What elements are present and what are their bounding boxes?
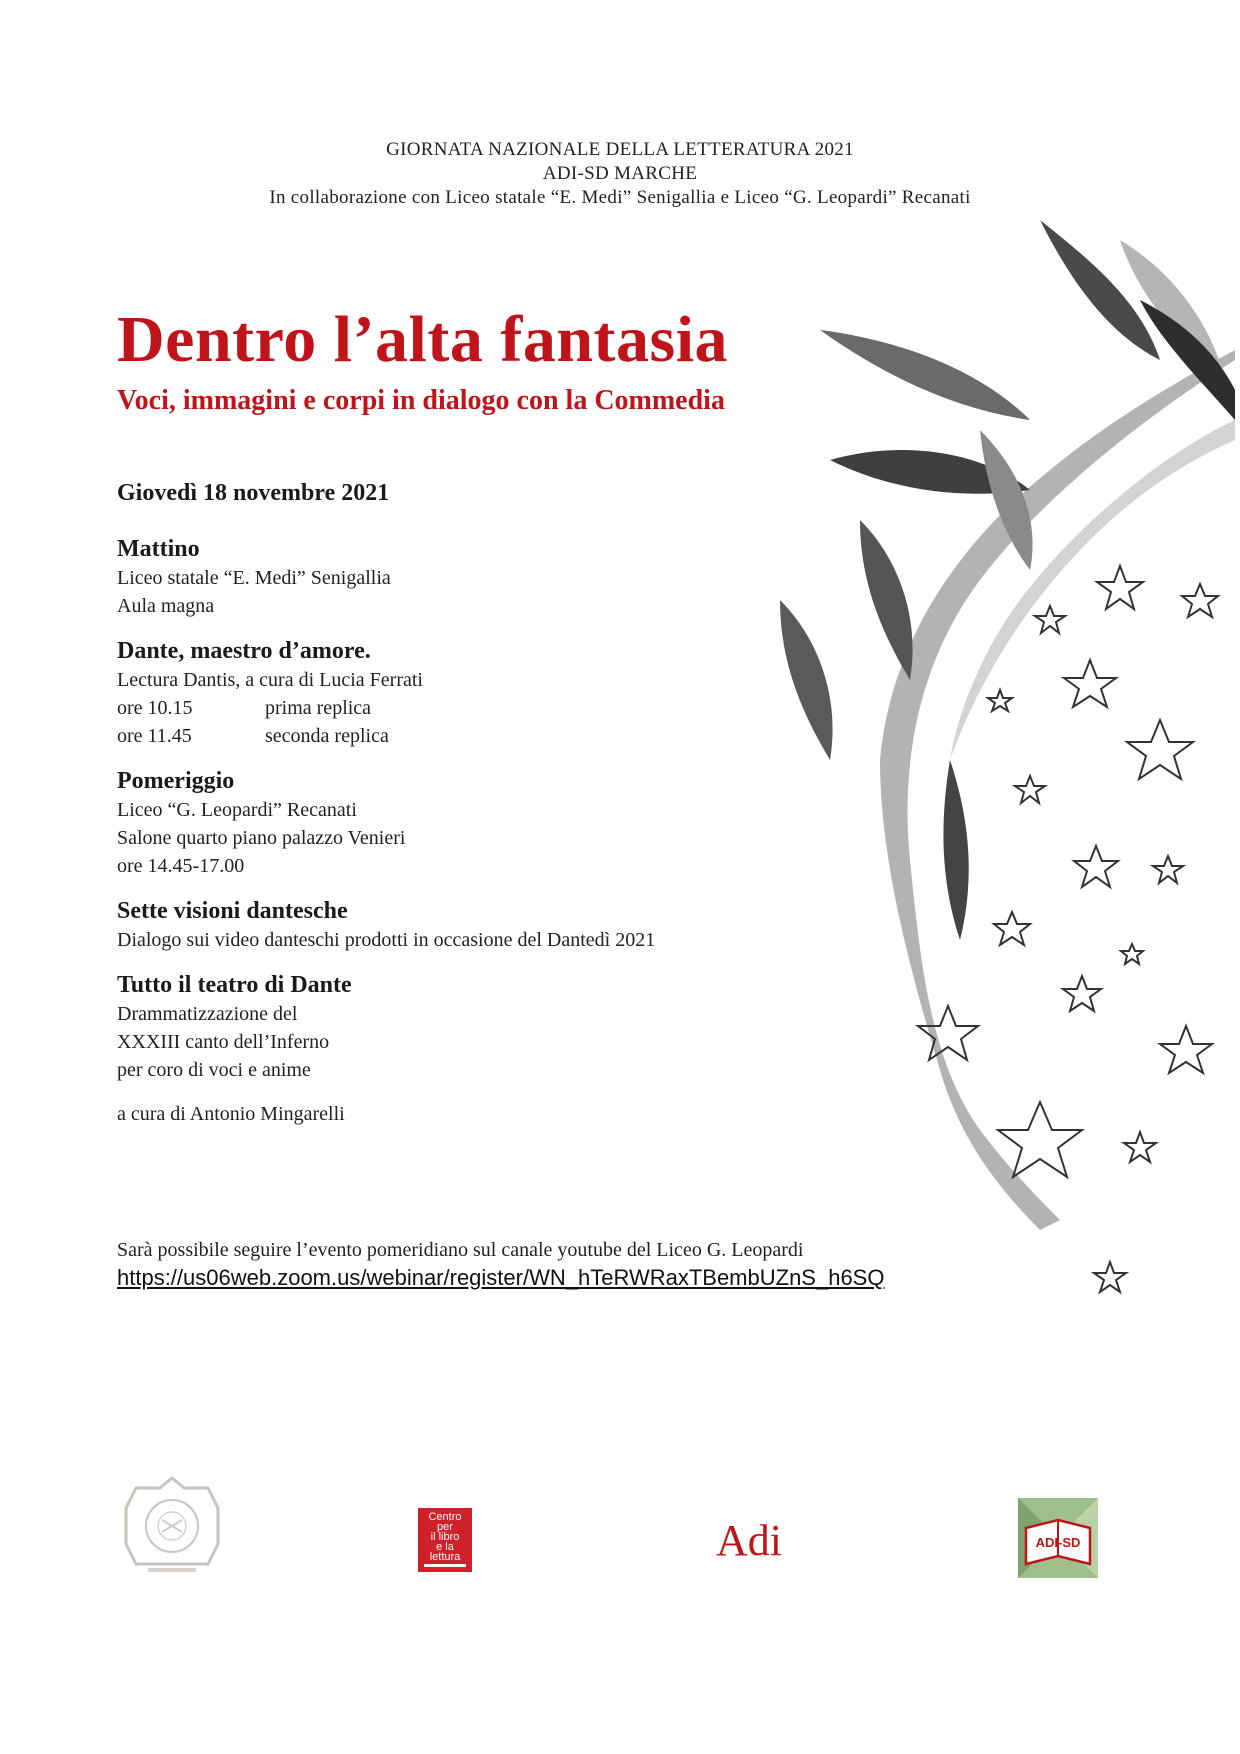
afternoon-place: Liceo “G. Leopardi” Recanati (117, 799, 357, 821)
star (1127, 720, 1193, 779)
webinar-link[interactable]: https://us06web.zoom.us/webinar/register/WN_hTeRWRaxTBembUZnS_h6SQ (117, 1265, 885, 1290)
cepell-logo-text: Centro (428, 1511, 462, 1523)
book-icon (424, 1556, 466, 1567)
star (1074, 846, 1118, 887)
cepell-logo-text: il libro (430, 1531, 460, 1543)
event3-line2: XXXIII canto dell’Inferno (117, 1031, 330, 1053)
adi-sd-logo-text: ADI-SD (1035, 1535, 1081, 1550)
leaf-8 (1140, 300, 1235, 420)
star (1094, 1262, 1126, 1292)
morning-place: Liceo statale “E. Medi” Senigallia (117, 567, 391, 589)
schedule-label: seconda replica (265, 725, 389, 747)
cepell-logo (418, 1508, 472, 1572)
star (1182, 584, 1218, 617)
star (1035, 606, 1065, 633)
afternoon-time: ore 14.45-17.00 (117, 855, 245, 877)
program (117, 478, 1017, 1128)
header-line-2: ADI-SD MARCHE (542, 163, 698, 184)
event1-heading: Dante, maestro d’amore. (117, 638, 371, 664)
event3-curator: a cura di Antonio Mingarelli (117, 1103, 345, 1125)
event1-desc: Lectura Dantis, a cura di Lucia Ferrati (117, 669, 423, 691)
event3-heading: Tutto il teatro di Dante (117, 972, 352, 998)
schedule-row (117, 694, 1017, 722)
morning-heading: Mattino (117, 536, 200, 562)
star (1160, 1026, 1212, 1073)
star (1015, 776, 1045, 803)
schedule-row (117, 722, 1017, 750)
star (1153, 856, 1183, 883)
leaf-3 (820, 330, 1030, 420)
afternoon-room: Salone quarto piano palazzo Venieri (117, 827, 406, 849)
schedule-time: ore 10.15 (117, 697, 193, 719)
star (1097, 566, 1143, 609)
afternoon-heading: Pomeriggio (117, 768, 235, 794)
header-line-3: In collaborazione con Liceo statale “E. Medi” Senigallia e Liceo “G. Leopardi” Recanati (269, 187, 971, 208)
schedule-time: ore 11.45 (117, 725, 192, 747)
streaming-note: Sarà possibile seguire l’evento pomeridiano sul canale youtube del Liceo G. Leopardi (117, 1239, 804, 1261)
leaf-2 (1120, 240, 1225, 380)
star (1063, 976, 1101, 1011)
liceo-medi-seal-logo (118, 1474, 226, 1578)
morning-room: Aula magna (117, 595, 215, 617)
star (1064, 660, 1116, 707)
event3-line1: Drammatizzazione del (117, 1003, 298, 1025)
event-date: Giovedì 18 novembre 2021 (117, 480, 390, 506)
event-subtitle: Voci, immagini e corpi in dialogo con la Commedia (117, 385, 725, 416)
adi-logo: Adi (716, 1516, 782, 1565)
header-line-1: GIORNATA NAZIONALE DELLA LETTERATURA 2021 (386, 139, 854, 160)
star (1121, 944, 1143, 964)
cepell-logo-text: lettura (429, 1551, 461, 1563)
leaf-1 (1040, 220, 1160, 360)
event-header (0, 138, 1240, 210)
cepell-logo-text: per (437, 1521, 453, 1533)
event-title: Dentro l’alta fantasia (117, 303, 729, 376)
schedule-label: prima replica (265, 697, 372, 719)
event2-heading: Sette visioni dantesche (117, 898, 348, 924)
adi-sd-logo (1018, 1498, 1098, 1578)
star (1124, 1132, 1156, 1162)
cepell-logo-text: e la (436, 1541, 454, 1553)
event3-line3: per coro di voci e anime (117, 1059, 311, 1081)
event2-desc: Dialogo sui video danteschi prodotti in occasione del Dantedì 2021 (117, 929, 656, 951)
